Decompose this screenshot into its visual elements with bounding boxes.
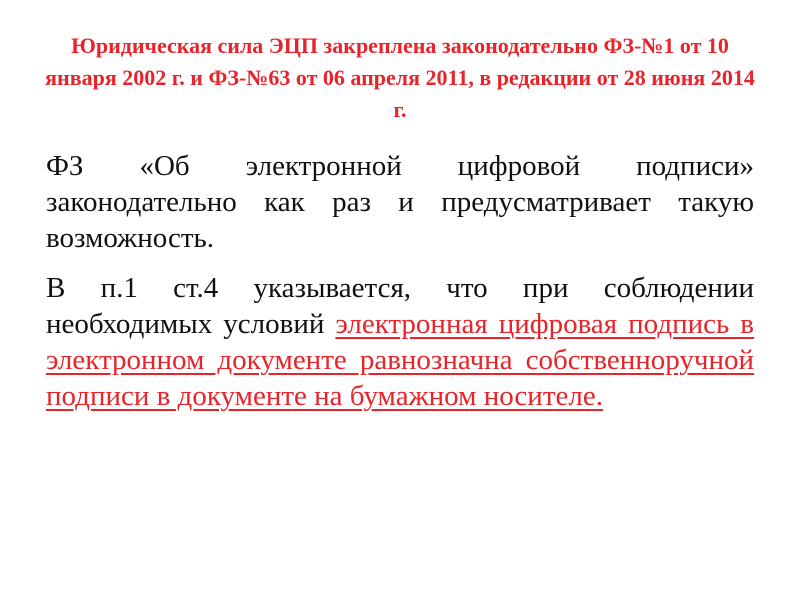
highlighted-statement: электронная цифровая подпись в электронном документе равнозначна собственноручной подписи в документе на бумажном носителе. (46, 308, 754, 412)
paragraph-lead-text: В п.1 ст.4 указывается, что при соблюдении необходимых условий (46, 272, 754, 340)
paragraph-article-reference (46, 270, 754, 414)
slide-title: Юридическая сила ЭЦП закреплена законодательно ФЗ-№1 от 10 января 2002 г. и ФЗ-№63 от 06 апреля 2011, в редакции от 28 июня 2014 г. (45, 33, 755, 122)
slide-body (46, 148, 754, 414)
paragraph-law-reference: ФЗ «Об электронной цифровой подписи» законодательно как раз и предусматривает такую возможность. (46, 150, 754, 254)
